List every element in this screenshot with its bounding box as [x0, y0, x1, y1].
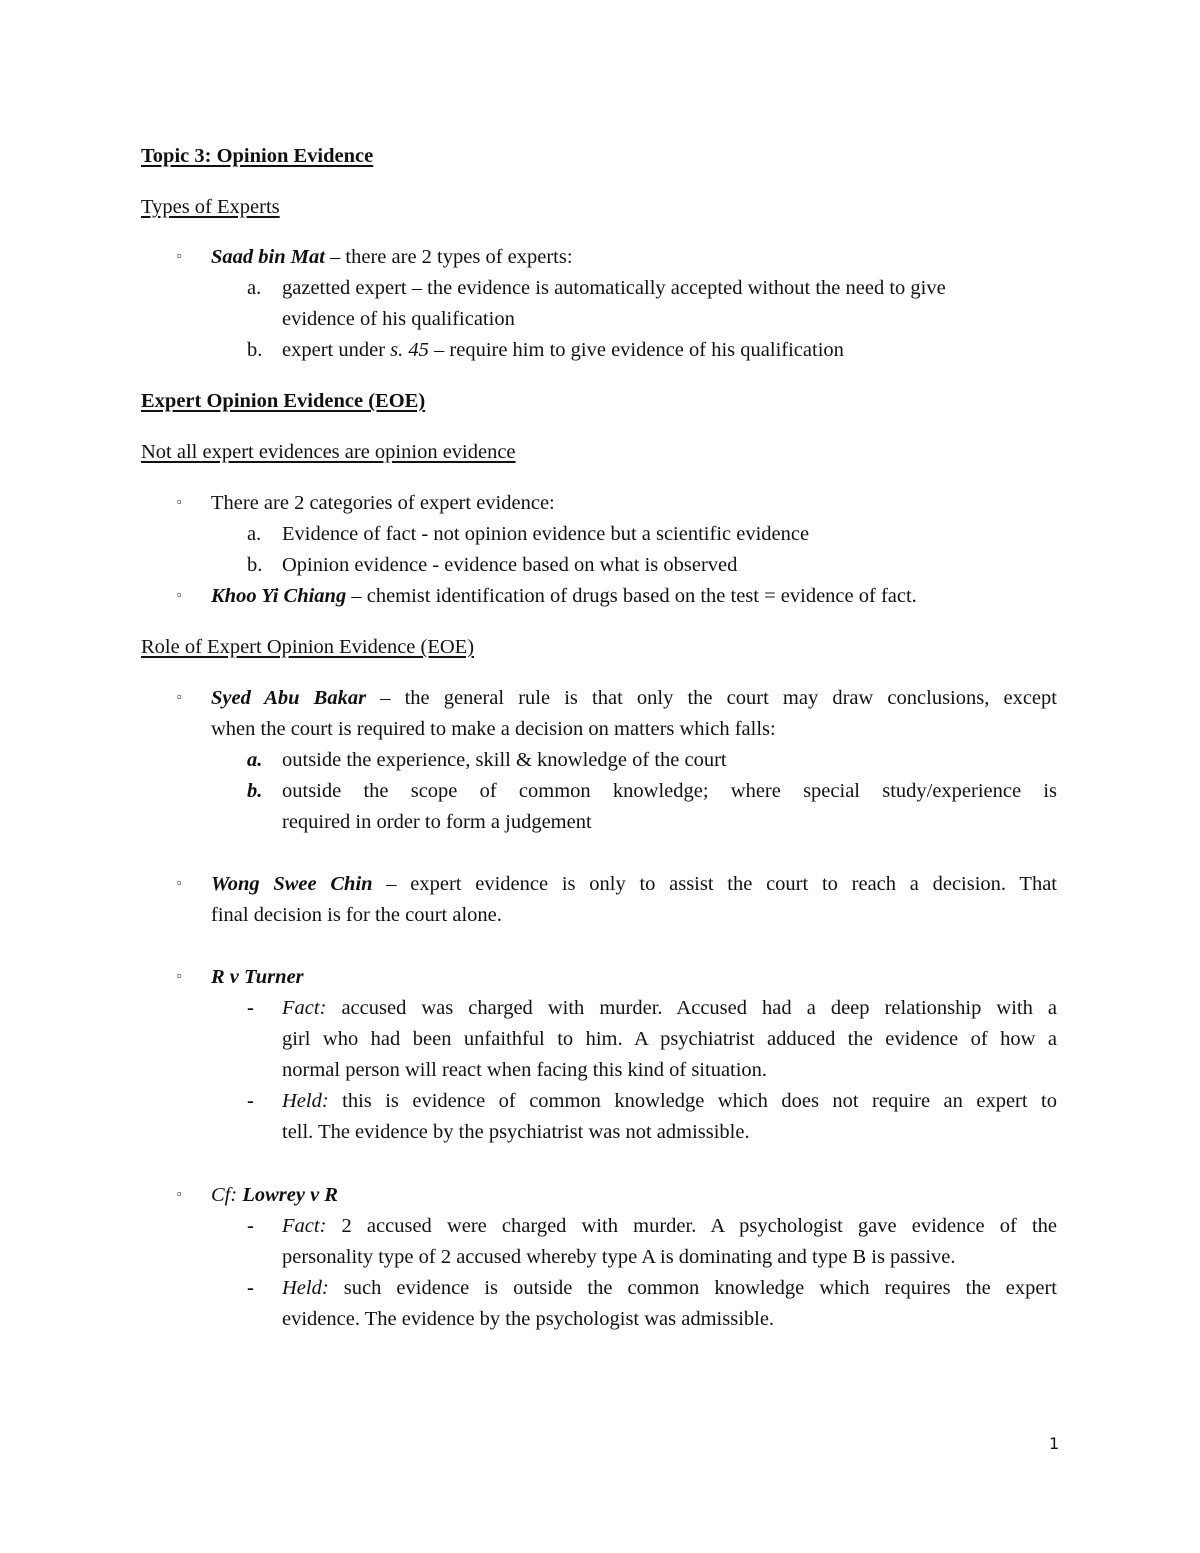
fact-line: girl who had been unfaithful to him. A psychiatrist adduced the evidence of how a: [282, 1028, 1057, 1050]
case-name: Lowrey v R: [242, 1184, 338, 1206]
list-item-khoo-yi-chiang: [211, 584, 917, 608]
page-number: 1: [1049, 1434, 1060, 1453]
list-item-wong-swee-chin: [211, 872, 1057, 896]
item-text: such evidence is outside the common knowledge which requires the expert: [328, 1277, 1057, 1299]
sub-item-text: outside the scope of common knowledge; where special study/experience is: [282, 780, 1057, 802]
list-marker: b.: [247, 339, 263, 361]
fact-label: Fact:: [282, 1215, 327, 1237]
item-text: – expert evidence is only to assist the court to reach a decision. That: [372, 873, 1057, 895]
list-marker: b.: [247, 554, 263, 576]
section-heading-role-of-eoe: Role of Expert Opinion Evidence (EOE): [141, 636, 475, 658]
list-item-text: There are 2 categories of expert evidence:: [211, 492, 555, 514]
held-label: Held:: [282, 1277, 329, 1299]
list-marker: a.: [247, 749, 263, 771]
section-heading-expert-opinion-evidence: Expert Opinion Evidence (EOE): [141, 390, 426, 412]
item-text: this is evidence of common knowledge which does not require an expert to: [328, 1090, 1057, 1112]
fact-line: [282, 996, 1057, 1020]
dash-bullet-icon: -: [247, 997, 254, 1019]
sub-item-text: outside the experience, skill & knowledge of the court: [282, 749, 727, 771]
sub-item-text: gazetted expert – the evidence is automatically accepted without the need to give: [282, 277, 946, 299]
square-bullet-icon: ▫: [177, 689, 182, 704]
held-line: [282, 1089, 1057, 1113]
item-text: – require him to give evidence of his qualification: [428, 339, 844, 361]
item-text: when the court is required to make a decision on matters which falls:: [211, 718, 776, 740]
section-heading-types-of-experts: Types of Experts: [141, 196, 280, 218]
square-bullet-icon: ▫: [177, 248, 182, 263]
fact-label: Fact:: [282, 997, 327, 1019]
sub-item-text: Opinion evidence - evidence based on what is observed: [282, 554, 738, 576]
case-name: Wong Swee Chin: [211, 873, 373, 895]
case-name: Khoo Yi Chiang: [211, 585, 347, 607]
case-name-lowrey-v-r: [211, 1183, 338, 1207]
item-text: – there are 2 types of experts:: [324, 246, 573, 268]
sub-item-text: Evidence of fact - not opinion evidence but a scientific evidence: [282, 523, 810, 545]
held-line: evidence. The evidence by the psychologist was admissible.: [282, 1308, 775, 1330]
dash-bullet-icon: -: [247, 1090, 254, 1112]
item-text: 2 accused were charged with murder. A psychologist gave evidence of the: [326, 1215, 1057, 1237]
dash-bullet-icon: -: [247, 1277, 254, 1299]
item-text: final decision is for the court alone.: [211, 904, 502, 926]
subheading: Not all expert evidences are opinion evidence: [141, 441, 516, 463]
list-marker: a.: [247, 277, 262, 299]
square-bullet-icon: ▫: [177, 968, 182, 983]
fact-line: personality type of 2 accused whereby type A is dominating and type B is passive.: [282, 1246, 956, 1268]
case-name: Saad bin Mat: [211, 246, 325, 268]
list-item-saad-bin-mat: [211, 245, 573, 269]
square-bullet-icon: ▫: [177, 494, 182, 509]
case-name-r-v-turner: R v Turner: [211, 966, 304, 988]
square-bullet-icon: ▫: [177, 1186, 182, 1201]
list-marker: b.: [247, 780, 263, 802]
held-line: [282, 1276, 1057, 1300]
square-bullet-icon: ▫: [177, 875, 182, 890]
item-text: – chemist identification of drugs based on the test = evidence of fact.: [346, 585, 917, 607]
compare-label: Cf:: [211, 1184, 243, 1206]
case-name: Syed Abu Bakar: [211, 687, 367, 709]
dash-bullet-icon: -: [247, 1215, 254, 1237]
sub-item-text: evidence of his qualification: [282, 308, 515, 330]
item-text: – the general rule is that only the court may draw conclusions, except: [366, 687, 1057, 709]
item-text: accused was charged with murder. Accused had a deep relationship with a: [326, 997, 1057, 1019]
square-bullet-icon: ▫: [177, 587, 182, 602]
sub-item-text: required in order to form a judgement: [282, 811, 592, 833]
fact-line: normal person will react when facing this kind of situation.: [282, 1059, 768, 1081]
held-line: tell. The evidence by the psychiatrist was not admissible.: [282, 1121, 750, 1143]
page-title: Topic 3: Opinion Evidence: [141, 145, 374, 167]
held-label: Held:: [282, 1090, 329, 1112]
sub-item-text: [282, 338, 844, 362]
section-reference: s. 45: [390, 339, 429, 361]
item-text: expert under: [282, 339, 391, 361]
fact-line: [282, 1214, 1057, 1238]
list-item-syed-abu-bakar: [211, 686, 1057, 710]
list-marker: a.: [247, 523, 262, 545]
